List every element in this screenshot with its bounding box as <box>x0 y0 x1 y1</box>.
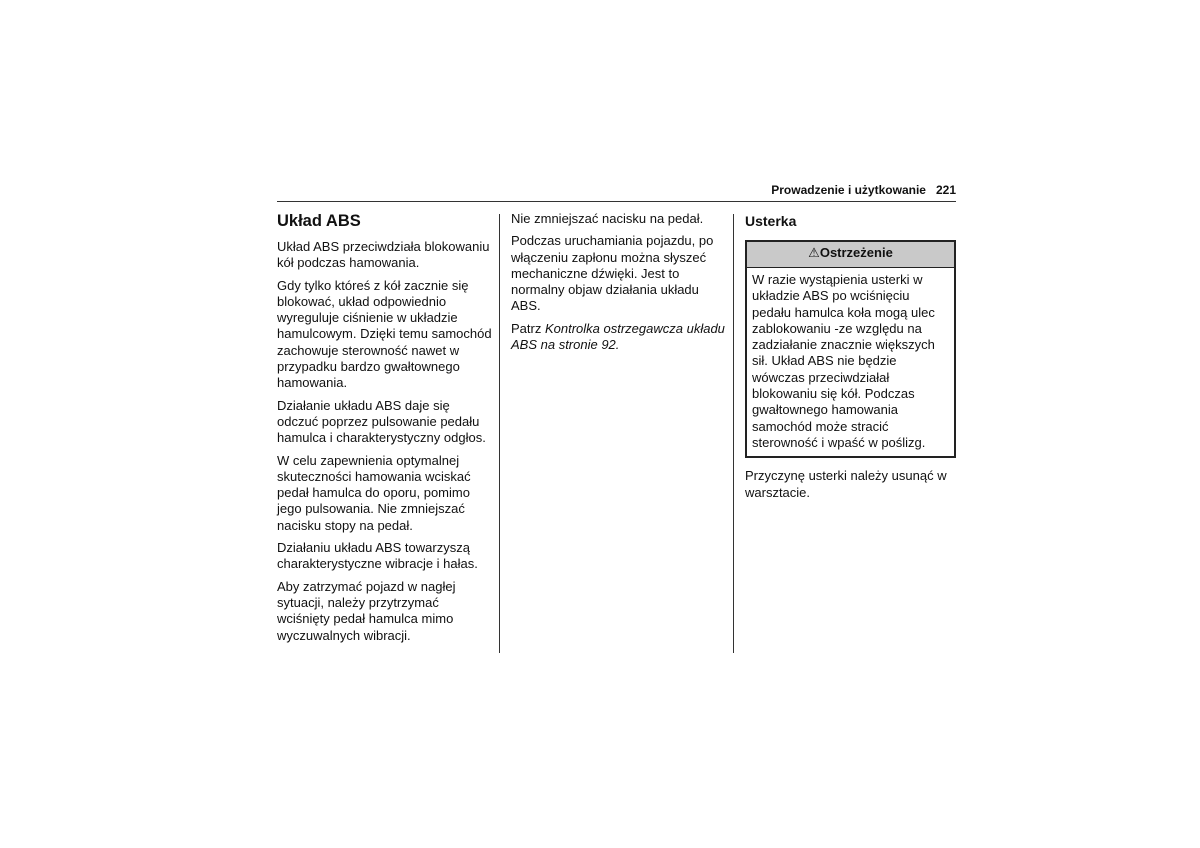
column-2 <box>511 211 726 359</box>
warning-triangle-icon: ⚠ <box>808 245 820 260</box>
column-divider-2 <box>733 214 734 653</box>
paragraph: Gdy tylko któreś z kół zacznie się blokować, układ odpowiednio wyreguluje ciśnienie w układzie hamulcowym. Dzięki temu samochód zachowuje sterowność nawet w przypadku bardzo gwałtownego hamowania. <box>277 277 492 391</box>
reference-paragraph <box>511 321 726 354</box>
fault-heading: Usterka <box>745 213 797 229</box>
paragraph: Podczas uruchamiania pojazdu, po włączeniu zapłonu można słyszeć mechaniczne dźwięki. Jest to normalny objaw działania układu ABS. <box>511 233 714 314</box>
reference-link[interactable]: Kontrolka ostrzegawcza układu ABS na stronie 92. <box>511 320 725 353</box>
column-1 <box>277 211 492 650</box>
paragraph: Nie zmniejszać nacisku na pedał. <box>511 211 704 226</box>
column-divider-1 <box>499 214 500 653</box>
section-title: Prowadzenie i użytkowanie <box>771 183 926 197</box>
paragraph: Układ ABS przeciwdziała blokowaniu kół podczas hamowania. <box>277 239 490 271</box>
warning-text: W razie wystąpienia usterki w układzie ABS po wciśnięciu pedału hamulca koła mogą ulec zablokowaniu -ze względu na zadziałanie znacznie większych sił. Układ ABS nie będzie wówczas przeciwdziałał blokowaniu się kół. Podczas gwałtownego hamowania samochód może stracić sterowność i wpaść w poślizg. <box>752 272 935 450</box>
page-number: 221 <box>935 183 956 197</box>
warning-header <box>747 242 954 268</box>
paragraph: Działanie układu ABS daje się odczuć poprzez pulsowanie pedału hamulca i charakterystyczny odgłos. <box>277 397 486 446</box>
abs-heading: Układ ABS <box>277 212 361 230</box>
paragraph: Przyczynę usterki należy usunąć w warsztacie. <box>745 468 947 500</box>
paragraph: Aby zatrzymać pojazd w nagłej sytuacji, należy przytrzymać wciśnięty pedał hamulca mimo wyczuwalnych wibracji. <box>277 578 456 643</box>
page-header <box>277 183 956 202</box>
reference-prefix: Patrz <box>511 320 542 336</box>
warning-box <box>745 240 956 458</box>
paragraph: Działaniu układu ABS towarzyszą charakterystyczne wibracje i hałas. <box>277 540 478 572</box>
column-3 <box>745 211 956 507</box>
paragraph: W celu zapewnienia optymalnej skuteczności hamowania wciskać pedał hamulca do oporu, pomimo jego pulsowania. Nie zmniejszać nacisku stopy na pedał. <box>277 452 471 533</box>
warning-title: Ostrzeżenie <box>819 245 893 260</box>
